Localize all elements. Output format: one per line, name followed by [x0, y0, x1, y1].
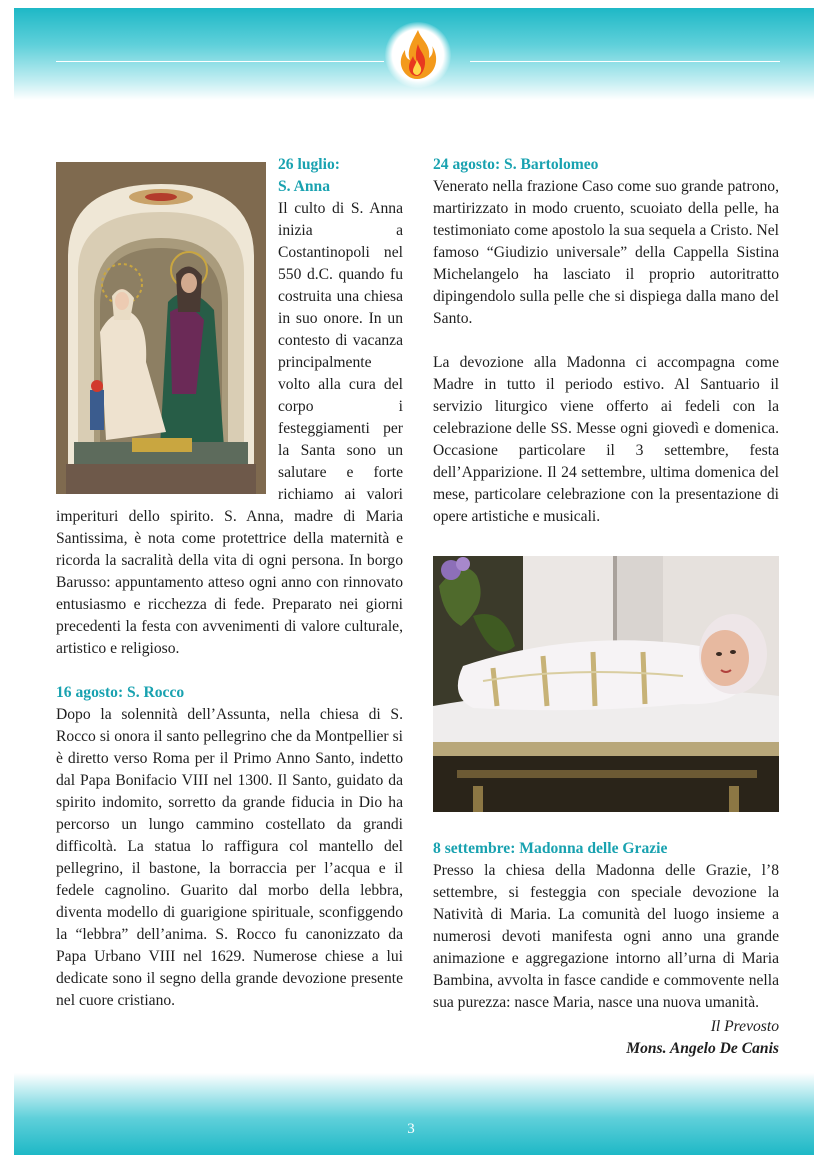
rocco-heading: 16 agosto: S. Rocco: [56, 684, 185, 701]
signature-name: Mons. Angelo De Canis: [626, 1040, 779, 1057]
rocco-text: Dopo la solennità dell’Assunta, nella chiesa di S. Rocco si onora il santo pellegrino che da Montpellier si è diretto verso Roma per il Primo Anno Santo, indetto dal Papa Bonifacio VIII nel 1300. Il Santo, guidato da spirito indomito, sorretto da grande fiducia in Dio ha percorso un lungo cammino costellato da grandi difficoltà. La statua lo raffigura col mantello del pellegrino, il bastone, la borraccia per l’acqua e il fedele cagnolino. Guarito dal morbo della lebbra, diventa modello di guarigione spirituale, sconfiggendo la “lebbra” dell’anima. S. Rocco fu canonizzato da Papa Urbano VIII nel 1629. Numerose chiese a lui dedicate sono il segno della grande devozione presente nel cuore cristiano.: [56, 706, 403, 1009]
maria-bambina-photo: [433, 556, 779, 812]
bartolomeo-text: Venerato nella frazione Caso come suo grande patrono, martirizzato in modo cruento, scuoiato della pelle, ha testimoniato come apostolo la sua sequela a Cristo. Nel famoso “Giudizio universale” della Cappella Sistina Michelangelo ha lasciato il proprio autoritratto dipingendolo sulla pelle che si dispiega dalla mano del Santo.: [433, 178, 779, 327]
saint-anne-statue-photo: [56, 162, 266, 494]
anna-heading-name: S. Anna: [278, 178, 331, 195]
anna-text: Il culto di S. Anna inizia a Costantinopoli nel 550 d.C. quando fu costruita una chiesa in suo onore. In un contesto di vacanza principalmente volto alla cura del corpo i festeggiamenti per la Santa sono un salutare e forte richiamo ai valori imperituri dello spirito. S. Anna, madre di Maria Santissima, è nota come protettrice della maternità e ricorda la sacralità della vita di ogni persona. In borgo Barusso: appuntamento atteso ogni anno con rinnovato entusiasmo e ricchezza di fede. Preparato nei giorni precedenti la festa con avvenimenti di valore culturale, artistico e religioso.: [56, 200, 403, 657]
grazie-text: Presso la chiesa della Madonna delle Grazie, l’8 settembre, si festeggia con speciale devozione la Natività di Maria. La comunità del luogo insieme a numerosi devoti manifesta ogni anno una grande animazione e aggregazione intorno all’urna di Maria Bambina, avvolta in fasce candide e commovente nella sua purezza: nasce Maria, nasce una nuova umanità.: [433, 862, 779, 1011]
signature-role: Il Prevosto: [710, 1018, 779, 1035]
right-column: [433, 154, 779, 528]
grazie-heading: 8 settembre: Madonna delle Grazie: [433, 840, 668, 857]
page-number: 3: [407, 1121, 415, 1137]
footer-band: [14, 1073, 814, 1155]
header-rule-right: [470, 61, 780, 62]
flame-icon: [385, 22, 451, 88]
madonna-text: La devozione alla Madonna ci accompagna come Madre in tutto il periodo estivo. Al Santuario il servizio liturgico viene offerto ai fedeli con la celebrazione delle SS. Messe ogni giovedì e domenica. Occasione particolare il 3 settembre, festa dell’Apparizione. Il 24 settembre, ultima domenica del mese, particolare celebrazione con la presentazione di opere artistiche e musicali.: [433, 354, 779, 525]
left-column: [56, 154, 403, 1012]
header-rule-left: [56, 61, 384, 62]
grazie-section: [433, 838, 779, 1060]
anna-heading-date: 26 luglio:: [278, 156, 340, 173]
bartolomeo-heading: 24 agosto: S. Bartolomeo: [433, 156, 599, 173]
